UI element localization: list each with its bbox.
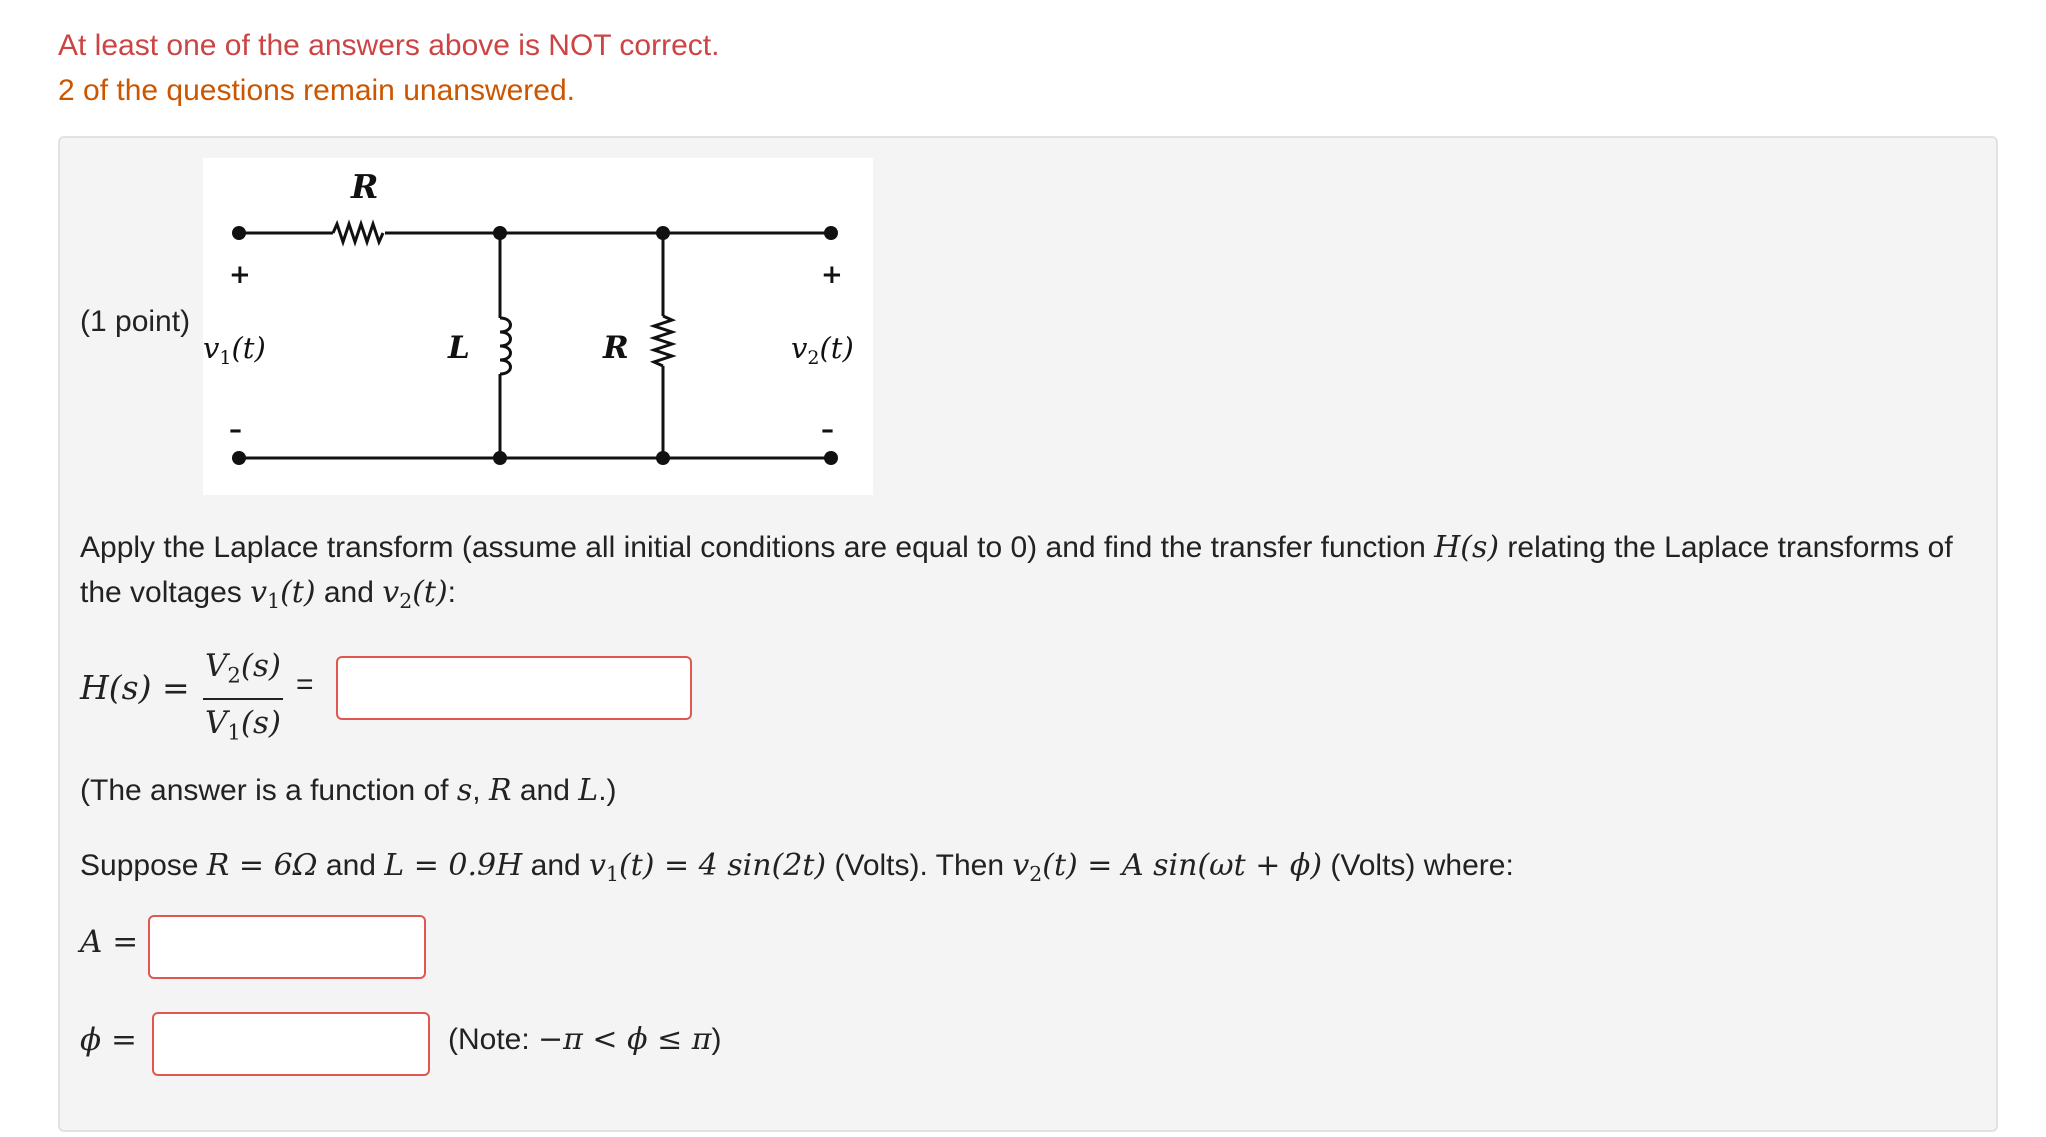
shunt-resistor-label: R	[603, 330, 629, 366]
transfer-function-input[interactable]	[336, 656, 692, 720]
given-values: Suppose R = 6Ω and L = 0.9H and $v_1(t) = 4$ sin(2t) (Volts). Then $v_2(t) = A$ sin(ωt + ϕ) (Volts) where:	[80, 848, 1514, 887]
series-resistor-label: R	[351, 167, 379, 206]
fraction-denominator: $V_1(s)$	[205, 705, 281, 745]
terminal-v2-minus	[824, 451, 838, 465]
node-bottom-l	[493, 451, 507, 465]
shunt-resistor	[654, 316, 672, 366]
minus-right: –	[821, 415, 834, 445]
answer-hint: (The answer is a function of s, R and L.)	[80, 773, 617, 808]
problem-statement: Apply the Laplace transform (assume all initial conditions are equal to 0) and find the transfer function H(s) relating the Laplace transforms of the voltages $v_1(t)$ and $v_2(t)$:	[80, 530, 1953, 614]
fraction-numerator: $V_2(s)$	[205, 648, 281, 688]
node-top-l	[493, 226, 507, 240]
phase-note: (Note: −π < ϕ ≤ π)	[448, 1022, 722, 1057]
plus-left: +	[229, 260, 251, 290]
inductor-label: L	[448, 330, 470, 366]
circuit-diagram	[203, 158, 873, 495]
series-resistor	[333, 224, 383, 242]
amplitude-label: A =	[80, 924, 139, 960]
node-bottom-r	[656, 451, 670, 465]
terminal-v1-minus	[232, 451, 246, 465]
node-top-r	[656, 226, 670, 240]
minus-left: –	[229, 415, 242, 445]
phase-label: ϕ =	[80, 1022, 137, 1058]
point-label: (1 point)	[80, 305, 191, 338]
phase-input[interactable]	[152, 1012, 430, 1076]
v2-label: $v_2(t)$	[791, 331, 854, 369]
plus-right: +	[821, 260, 843, 290]
inductor-coil	[500, 318, 511, 374]
terminal-v2-plus	[824, 226, 838, 240]
amplitude-input[interactable]	[148, 915, 426, 979]
transfer-function-label: H(s) =	[80, 668, 190, 707]
unanswered-message: 2 of the questions remain unanswered.	[58, 74, 575, 107]
equals-sign: =	[296, 668, 314, 701]
incorrect-message: At least one of the answers above is NOT correct.	[58, 29, 720, 62]
terminal-v1-plus	[232, 226, 246, 240]
v1-label: $v_1(t)$	[203, 331, 266, 369]
transfer-fraction	[203, 645, 283, 754]
